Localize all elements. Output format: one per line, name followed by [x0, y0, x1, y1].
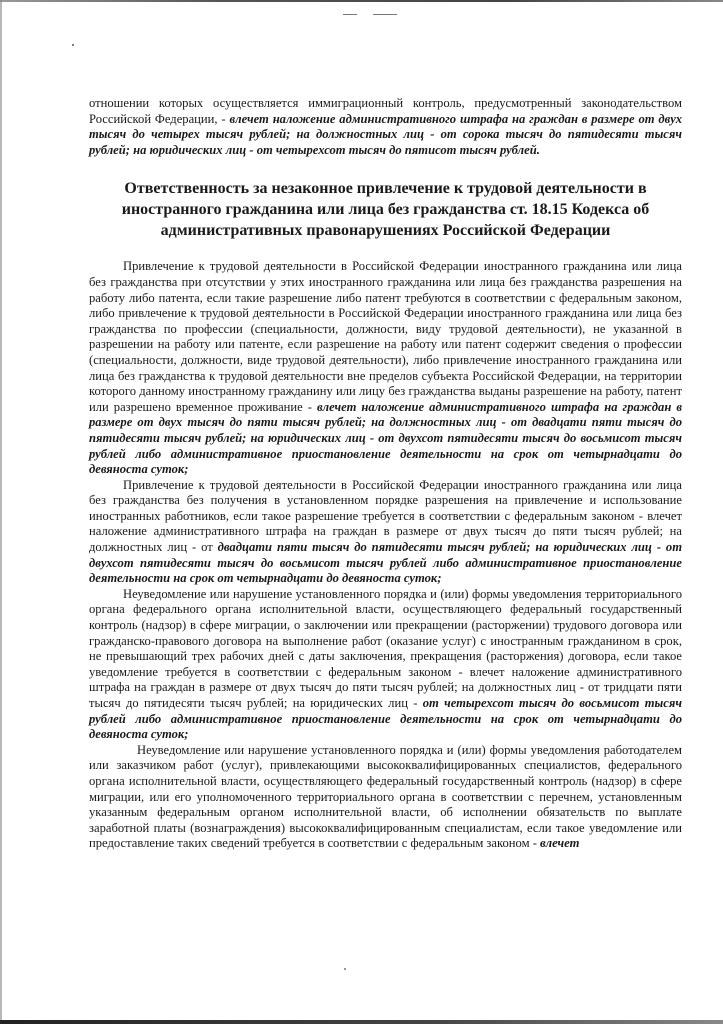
penalty-text: от четырехсот тысяч до восьмисот тысяч рублей либо административное приостановление деятельности на срок от четырнадцати до девяноста суток; [89, 696, 682, 742]
paragraph-text: Привлечение к трудовой деятельности в Российской Федерации иностранного гражданина или лица без гражданства без получения в установленном порядке разрешения на привлечение и использование иностранных работников, если такое разрешение требуется в соответствии с федеральным законом - влечет наложение административного штрафа на граждан в размере от двух тысяч до пяти тысяч рублей; на должностных лиц - от [89, 477, 682, 555]
scan-edge-bottom [0, 1020, 723, 1024]
paragraph-4 [89, 743, 682, 852]
penalty-text: двадцати пяти тысяч до пятидесяти тысяч рублей; на юридических лиц - от двухсот пятидесяти тысяч до восьмисот тысяч рублей либо административное приостановление деятельности на срок от четырнадцати до девяноста суток; [89, 540, 682, 586]
scan-speck [72, 44, 74, 46]
penalty-text: влечет наложение административного штрафа на граждан в размере от двух тысяч до четырех тысяч рублей; на должностных лиц - от сорока тысяч до пятидесяти тысяч рублей; на юридических лиц - от четырехсот тысяч до пятисот тысяч рублей. [89, 111, 683, 157]
paragraph-3 [89, 587, 682, 743]
intro-paragraph [89, 96, 682, 158]
paragraph-text: Неуведомление или нарушение установленного порядка и (или) формы уведомления территориального органа федерального органа исполнительной власти, осуществляющего федеральный государственный контроль (надзор) в сфере миграции, о заключении или прекращении (расторжении) трудового договора или гражданско-правового договора на выполнение работ (оказание услуг) с иностранным гражданином в срок, не превышающий трех рабочих дней с даты заключения, прекращения (расторжения) договора, если такое уведомление требуется в соответствии с федеральным законом - влечет наложение административного штрафа на граждан в размере от двух тысяч до пяти тысяч рублей; на должностных лиц - от тридцати пяти тысяч до пятидесяти тысяч рублей; на юридических лиц - [89, 586, 682, 710]
scan-edge-top [0, 0, 723, 2]
header-mark [373, 14, 397, 15]
scan-edge-left [0, 0, 2, 1024]
header-mark [343, 14, 357, 15]
paragraph-2 [89, 478, 682, 587]
paragraph-text: отношении которых осуществляется иммиграционный контроль, предусмотренный законодательством Российской Федерации, - [89, 96, 682, 126]
document-page [89, 96, 682, 852]
scan-speck [344, 968, 346, 970]
paragraph-1 [89, 259, 682, 477]
penalty-text: влечет наложение административного штрафа на граждан в размере от двух тысяч до пяти тысяч рублей; на должностных лиц - от двадцати пяти тысяч до пятидесяти тысяч рублей; на юридических лиц - от двухсот пятидесяти тысяч до восьмисот тысяч рублей либо административное приостановление деятельности на срок от четырнадцати до девяноста суток; [89, 399, 682, 477]
penalty-text: влечет [540, 836, 580, 851]
paragraph-text: Неуведомление или нарушение установленного порядка и (или) формы уведомления работодателем или заказчиком работ (услуг), привлекающими высококвалифицированных специалистов, федерального органа исполнительной власти, осуществляющего федеральный государственный контроль (надзор) в сфере миграции, или его уполномоченного территориального органа в соответствии с перечнем, установленным указанным федеральным органом исполнительной власти, об исполнении обязательств по выплате заработной платы (вознаграждения) высококвалифицированным специалистам, если такое уведомление или предоставление таких сведений требуется в соответствии с федеральным законом - [89, 742, 682, 851]
paragraph-text: Привлечение к трудовой деятельности в Российской Федерации иностранного гражданина или лица без гражданства при отсутствии у этих иностранного гражданина или лица без гражданства разрешения на работу либо патента, если такие разрешение либо патент требуются в соответствии с федеральным законом, либо привлечение к трудовой деятельности в Российской Федерации иностранного гражданина или лица без гражданства по профессии (специальности, должности, виду трудовой деятельности), не указанной в разрешении на работу или патенте, если разрешение на работу или патент содержит сведения о профессии (специальности, должности, виде трудовой деятельности), либо привлечение иностранного гражданина или лица без гражданства к трудовой деятельности вне пределов субъекта Российской Федерации, на территории которого данному иностранному гражданину или лицу без гражданства выданы разрешение на работу, патент или разрешено временное проживание - [89, 259, 682, 414]
section-title: Ответственность за незаконное привлечение к трудовой деятельности в иностранного гражданина или лица без гражданства ст. 18.15 Кодекса об административных правонарушениях Российской Федерации [121, 180, 650, 240]
